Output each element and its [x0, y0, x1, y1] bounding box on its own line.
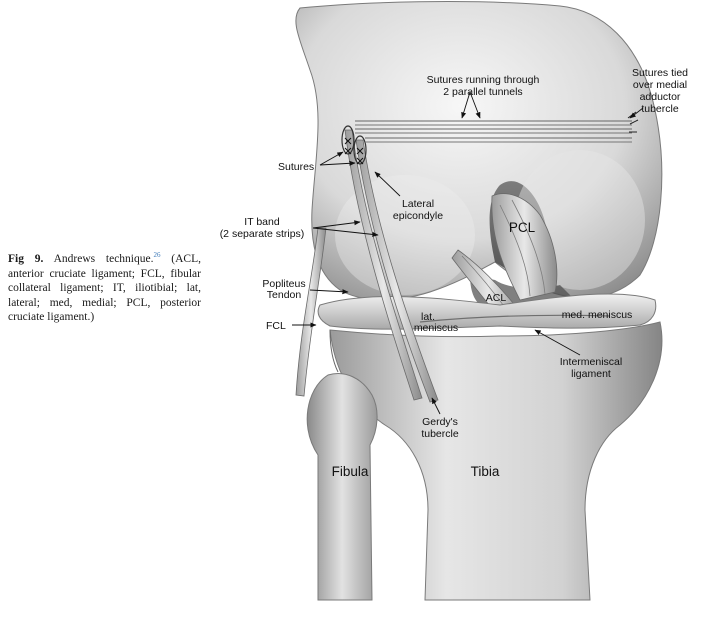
label-popliteus-line1: Popliteus — [262, 278, 306, 290]
fibula-bone — [307, 374, 377, 600]
label-sutures-tied-line1: Sutures tied — [631, 67, 689, 79]
label-med-meniscus: med. meniscus — [561, 309, 633, 321]
label-sutures-tunnels-line2: 2 parallel tunnels — [443, 86, 523, 98]
label-sutures-tied-line2: over medial — [632, 79, 688, 91]
label-gerdys-line2: tubercle — [421, 428, 459, 440]
figure-number: Fig 9. — [8, 253, 44, 265]
label-sutures: Sutures — [278, 161, 315, 173]
label-fcl: FCL — [266, 320, 286, 332]
label-it-band-line1: IT band — [244, 216, 280, 228]
label-intermeniscal-line2: ligament — [571, 368, 611, 380]
label-lat-meniscus-line2: meniscus — [413, 322, 459, 334]
label-sutures-tunnels-line1: Sutures running through — [426, 74, 540, 86]
label-lat-meniscus-line1: lat. — [420, 311, 436, 323]
label-pcl: PCL — [508, 220, 536, 235]
label-it-band-line2: (2 separate strips) — [219, 228, 305, 240]
label-popliteus-line2: Tendon — [266, 289, 302, 301]
label-fibula: Fibula — [331, 464, 369, 479]
figure-title: Andrews technique. — [53, 253, 154, 265]
figure-abbreviations: (ACL, anterior cruciate ligament; FCL, fibular collateral ligament; IT, iliotibial; lat, lateral; med, medial; PCL, posterior cruciate ligament.) — [8, 253, 201, 324]
label-gerdys-line1: Gerdy's — [422, 416, 458, 428]
label-sutures-tied-line4: tubercle — [641, 103, 679, 115]
label-sutures-tied-line3: adductor — [639, 91, 681, 103]
label-intermeniscal-line1: Intermeniscal — [559, 356, 623, 368]
reference-superscript: 26 — [153, 251, 161, 260]
label-tibia: Tibia — [470, 464, 500, 479]
label-lateral-epicondyle-line1: Lateral — [401, 198, 435, 210]
label-lateral-epicondyle-line2: epicondyle — [392, 210, 444, 222]
label-acl: ACL — [485, 292, 507, 304]
